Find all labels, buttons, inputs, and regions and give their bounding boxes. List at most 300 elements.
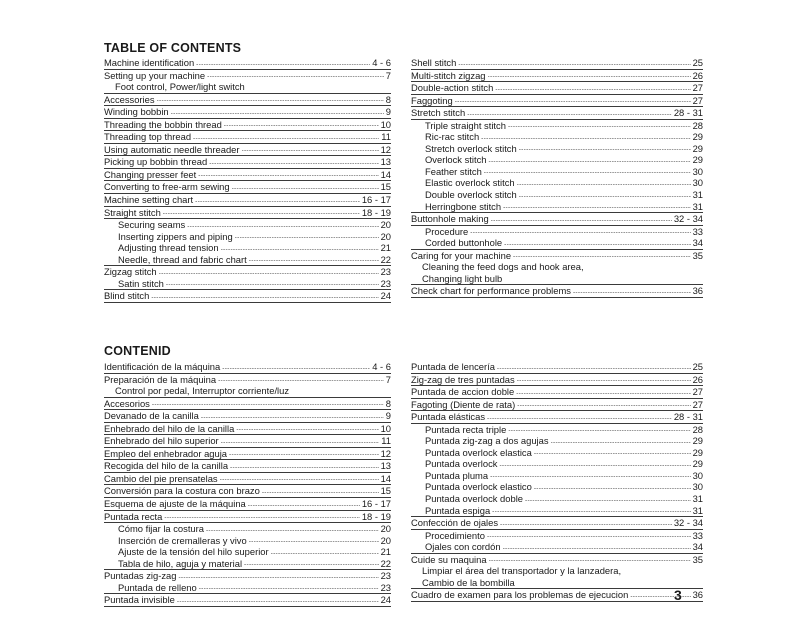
toc-entry-title: Puntada elásticas	[411, 411, 486, 423]
toc-entry	[411, 237, 703, 250]
toc-entry-title: Inserción de cremalleras y vivo	[118, 534, 247, 546]
toc-entry-page: 30	[692, 469, 703, 481]
toc-entry-title: Conversión para la costura con brazo	[104, 485, 260, 497]
toc-entry	[411, 565, 703, 577]
toc-entry-title: Puntada espiga	[425, 504, 491, 516]
toc-entry-title: Converting to free-arm sewing	[104, 181, 230, 193]
dot-leader	[249, 256, 379, 265]
dot-leader	[244, 560, 379, 569]
toc-entry-title: Empleo del enhebrador aguja	[104, 447, 228, 459]
toc-entry-page: 35	[692, 249, 703, 261]
dot-leader	[508, 122, 691, 131]
toc-entry-title: Puntada overlock elastica	[425, 446, 532, 458]
toc-entry-title: Threading the bobbin thread	[104, 118, 222, 130]
toc-entry	[104, 485, 391, 498]
dot-leader	[487, 532, 691, 541]
toc-entry	[411, 107, 703, 120]
dot-leader	[224, 121, 379, 130]
toc-entry	[411, 470, 703, 482]
toc-entry-page: 8	[385, 93, 391, 105]
toc-entry	[104, 81, 391, 94]
toc-entry	[104, 448, 391, 461]
toc-entry	[104, 385, 391, 398]
dot-leader	[221, 438, 380, 447]
dot-leader	[491, 216, 672, 225]
toc-entry-page: 7	[385, 69, 391, 81]
toc-entry-page: 31	[692, 493, 703, 505]
toc-entry-page: 36	[692, 589, 703, 601]
toc-entry-title: Check chart for performance problems	[411, 285, 571, 297]
toc-entry-title: Preparación de la máquina	[104, 373, 217, 385]
dot-leader	[534, 449, 691, 458]
toc-entry-page: 36	[692, 285, 703, 297]
toc-entry-title: Ric-rac stitch	[425, 131, 480, 143]
toc-entry-page: 23	[380, 277, 391, 289]
dot-leader	[508, 426, 690, 435]
dot-leader	[206, 526, 379, 535]
toc-entry	[411, 143, 703, 155]
toc-entry-page: 23	[380, 581, 391, 593]
toc-entry-page: 33	[692, 225, 703, 237]
toc-entry-page: 21	[380, 242, 391, 254]
toc-list-spanish-left	[104, 361, 391, 607]
toc-entry	[104, 131, 391, 144]
toc-entry-page: 15	[380, 181, 391, 193]
toc-entry	[104, 254, 391, 267]
toc-entry-page: 29	[692, 446, 703, 458]
toc-entry	[104, 594, 391, 607]
dot-leader	[235, 233, 379, 242]
toc-entry	[411, 554, 703, 566]
dot-leader	[193, 134, 379, 143]
toc-entry-title: Cleaning the feed dogs and hook area,	[422, 261, 584, 273]
toc-entry-title: Cambio de la bombilla	[422, 576, 515, 588]
dot-leader	[151, 293, 378, 302]
dot-leader	[519, 192, 691, 201]
toc-entry	[411, 285, 703, 298]
toc-entry-title: Faggoting	[411, 94, 453, 106]
dot-leader	[232, 184, 379, 193]
toc-entry-title: Recogida del hilo de la canilla	[104, 460, 229, 472]
toc-entry-title: Puntada overlock	[425, 458, 498, 470]
toc-entry	[411, 57, 703, 70]
dot-leader	[171, 109, 384, 118]
toc-entry-page: 34	[692, 541, 703, 553]
toc-entry-page: 16 - 17	[361, 194, 391, 206]
toc-entry-title: Puntada recta triple	[425, 423, 507, 435]
toc-entry-title: Picking up bobbin thread	[104, 156, 208, 168]
toc-entry-title: Machine identification	[104, 57, 195, 68]
toc-entry	[104, 207, 391, 220]
toc-entry-title: Puntada pluma	[425, 469, 489, 481]
dot-leader	[166, 280, 379, 289]
toc-entry-page: 20	[380, 523, 391, 535]
toc-entry-page: 8	[385, 397, 391, 409]
toc-entry-page: 28	[692, 119, 703, 131]
toc-entry	[411, 399, 703, 412]
toc-entry	[411, 189, 703, 201]
toc-entry-title: Multi-stitch zigzag	[411, 69, 486, 81]
toc-entry-title: Blind stitch	[104, 290, 150, 302]
toc-entry	[411, 131, 703, 143]
toc-entry	[104, 219, 391, 231]
toc-entry	[411, 577, 703, 590]
toc-entry-title: Confección de ojales	[411, 517, 499, 529]
dot-leader	[481, 134, 690, 143]
toc-entry	[411, 166, 703, 178]
toc-entry-page: 13	[380, 156, 391, 168]
toc-entry-page: 9	[385, 410, 391, 422]
toc-entry	[411, 261, 703, 273]
toc-entry-title: Triple straight stitch	[425, 119, 506, 131]
toc-entry	[411, 541, 703, 554]
toc-entry	[411, 493, 703, 505]
toc-entry-page: 24	[380, 594, 391, 606]
toc-entry-page: 33	[692, 529, 703, 541]
dot-leader	[152, 400, 384, 409]
toc-entry-title: Puntada de lencería	[411, 361, 495, 372]
toc-entry-page: 14	[380, 168, 391, 180]
dot-leader	[221, 245, 379, 254]
dot-leader	[455, 97, 691, 106]
dot-leader	[207, 72, 384, 81]
toc-entry	[104, 361, 391, 374]
dot-leader	[470, 228, 690, 237]
dot-leader	[516, 389, 690, 398]
toc-entry	[104, 460, 391, 473]
toc-entry-page: 31	[692, 189, 703, 201]
dot-leader	[534, 484, 691, 493]
dot-leader	[195, 197, 360, 206]
toc-entry-title: Winding bobbin	[104, 106, 169, 118]
toc-entry	[104, 119, 391, 132]
toc-entry	[104, 582, 391, 595]
dot-leader	[222, 364, 370, 373]
toc-entry-page: 31	[692, 504, 703, 516]
toc-entry-page: 20	[380, 230, 391, 242]
toc-entry-title: Stretch overlock stitch	[425, 142, 517, 154]
toc-entry-title: Procedimiento	[425, 529, 485, 541]
toc-entry	[104, 57, 391, 70]
toc-entry	[104, 435, 391, 448]
dot-leader	[499, 461, 690, 470]
toc-entry-page: 12	[380, 447, 391, 459]
toc-entry	[104, 535, 391, 547]
toc-entry	[411, 411, 703, 424]
toc-entry	[104, 374, 391, 386]
dot-leader	[487, 414, 672, 423]
toc-entry	[104, 70, 391, 82]
toc-entry	[411, 201, 703, 214]
dot-leader	[236, 425, 378, 434]
toc-entry-title: Threading top thread	[104, 131, 192, 143]
dot-leader	[209, 159, 378, 168]
toc-entry-title: Using automatic needle threader	[104, 143, 240, 155]
toc-entry-page: 29	[692, 142, 703, 154]
toc-entry	[411, 386, 703, 399]
toc-entry-title: Procedure	[425, 225, 469, 237]
toc-entry-title: Double overlock stitch	[425, 189, 517, 201]
dot-leader	[458, 60, 690, 69]
toc-entry-title: Puntada zig-zag a dos agujas	[425, 435, 549, 447]
toc-entry-title: Machine setting chart	[104, 194, 194, 206]
toc-entry-title: Enhebrado del hilo de la canilla	[104, 422, 235, 434]
dot-leader	[519, 145, 691, 154]
toc-entry	[104, 181, 391, 194]
toc-entry	[104, 144, 391, 157]
dot-leader	[517, 376, 691, 385]
toc-entry-page: 34	[692, 237, 703, 249]
toc-entry	[411, 250, 703, 262]
toc-entry	[104, 511, 391, 524]
dot-leader	[199, 584, 379, 593]
toc-entry	[411, 273, 703, 286]
toc-entry-title: Enhebrado del hilo superior	[104, 435, 219, 447]
toc-entry-title: Limpiar el área del transportador y la lanzadera,	[422, 565, 622, 577]
dot-leader	[525, 496, 691, 505]
dot-leader	[573, 288, 691, 297]
toc-entry-title: Overlock stitch	[425, 154, 487, 166]
toc-entry-title: Changing presser feet	[104, 168, 197, 180]
toc-entry-title: Esquema de ajuste de la máquina	[104, 498, 246, 510]
toc-entry-title: Puntada invisible	[104, 594, 175, 606]
dot-leader	[504, 240, 690, 249]
toc-entry-title: Devanado de la canilla	[104, 410, 199, 422]
toc-entry	[104, 242, 391, 254]
dot-leader	[230, 463, 379, 472]
toc-entry-title: Puntada de accion doble	[411, 386, 515, 398]
toc-list-spanish-right	[411, 361, 703, 602]
toc-entry-page: 9	[385, 106, 391, 118]
toc-entry-page: 30	[692, 177, 703, 189]
dot-leader	[201, 413, 384, 422]
toc-entry	[411, 458, 703, 470]
dot-leader	[488, 72, 691, 81]
dot-leader	[503, 203, 690, 212]
toc-entry	[411, 530, 703, 542]
dot-leader	[513, 252, 691, 261]
toc-entry-title: Puntada de relleno	[118, 581, 197, 593]
dot-leader	[196, 60, 370, 69]
toc-entry	[411, 589, 703, 602]
toc-entry	[104, 523, 391, 535]
toc-entry-page: 24	[380, 290, 391, 302]
dot-leader	[503, 544, 691, 553]
toc-entry-page: 30	[692, 165, 703, 177]
toc-entry-page: 26	[692, 373, 703, 385]
toc-entry-page: 30	[692, 481, 703, 493]
toc-entry	[104, 410, 391, 423]
toc-entry-page: 28 - 31	[673, 107, 703, 119]
toc-entry-title: Straight stitch	[104, 206, 161, 218]
dot-leader	[177, 597, 379, 606]
toc-entry-title: Puntada overlock elastico	[425, 481, 532, 493]
toc-entry	[104, 94, 391, 107]
toc-entry-page: 14	[380, 472, 391, 484]
toc-entry-title: Caring for your machine	[411, 249, 512, 261]
toc-entry-title: Cuadro de examen para los problemas de ejecucion	[411, 589, 629, 601]
toc-entry-page: 32 - 34	[673, 517, 703, 529]
toc-entry-page: 20	[380, 534, 391, 546]
toc-entry-page: 4 - 6	[372, 57, 391, 68]
toc-entry-title: Elastic overlock stitch	[425, 177, 515, 189]
toc-entry-title: Cuide su maquina	[411, 553, 487, 565]
toc-entry-page: 22	[380, 253, 391, 265]
toc-entry-page: 29	[692, 458, 703, 470]
toc-entry	[411, 517, 703, 530]
toc-entry-title: Ajuste de la tensión del hilo superior	[118, 546, 269, 558]
dot-leader	[164, 513, 359, 522]
toc-list-english-right	[411, 57, 703, 298]
toc-entry-title: Feather stitch	[425, 165, 482, 177]
dot-leader	[489, 556, 691, 565]
toc-entry	[104, 290, 391, 303]
dot-leader	[488, 157, 690, 166]
toc-entry-title: Accesorios	[104, 397, 150, 409]
dot-leader	[492, 507, 690, 516]
dot-leader	[229, 450, 379, 459]
toc-entry	[104, 231, 391, 243]
toc-entry-page: 11	[381, 435, 391, 447]
toc-entry	[104, 398, 391, 411]
toc-entry-page: 10	[380, 422, 391, 434]
toc-entry-title: Foot control, Power/light switch	[115, 81, 245, 93]
toc-entry-page: 4 - 6	[372, 361, 391, 372]
dot-leader	[500, 520, 672, 529]
dot-leader	[218, 376, 384, 385]
toc-entry-page: 29	[692, 154, 703, 166]
toc-entry	[104, 156, 391, 169]
dot-leader	[187, 222, 378, 231]
toc-entry-page: 13	[380, 460, 391, 472]
toc-entry-title: Shell stitch	[411, 57, 457, 68]
toc-entry-title: Inserting zippers and piping	[118, 230, 233, 242]
toc-entry-title: Fagoting (Diente de rata)	[411, 398, 516, 410]
dot-leader	[248, 501, 360, 510]
toc-heading-spanish: CONTENID	[104, 344, 171, 358]
toc-entry	[411, 226, 703, 238]
toc-entry-title: Zig-zag de tres puntadas	[411, 373, 515, 385]
toc-entry-page: 18 - 19	[361, 510, 391, 522]
toc-entry	[104, 194, 391, 207]
dot-leader	[271, 549, 379, 558]
dot-leader	[484, 168, 691, 177]
toc-entry	[104, 558, 391, 571]
toc-entry-title: Zigzag stitch	[104, 266, 157, 278]
toc-entry	[104, 498, 391, 511]
dot-leader	[467, 110, 672, 119]
toc-entry	[104, 266, 391, 278]
toc-entry-title: Stretch stitch	[411, 107, 466, 119]
toc-entry-page: 10	[380, 118, 391, 130]
toc-entry	[104, 546, 391, 558]
toc-entry	[411, 213, 703, 226]
toc-heading-english: TABLE OF CONTENTS	[104, 41, 242, 55]
dot-leader	[242, 146, 379, 155]
toc-entry-title: Setting up your machine	[104, 69, 206, 81]
toc-entry	[104, 473, 391, 486]
toc-entry-title: Tabla de hilo, aguja y material	[118, 557, 243, 569]
toc-entry	[411, 177, 703, 189]
toc-entry	[104, 169, 391, 182]
dot-leader	[220, 475, 379, 484]
toc-entry	[411, 447, 703, 459]
toc-entry-title: Accessories	[104, 93, 155, 105]
toc-entry-page: 31	[692, 200, 703, 212]
toc-entry	[104, 278, 391, 291]
dot-leader	[159, 269, 379, 278]
dot-leader	[262, 488, 379, 497]
dot-leader	[163, 209, 360, 218]
toc-entry-page: 26	[692, 69, 703, 81]
toc-entry-title: Herringbone stitch	[425, 200, 502, 212]
toc-entry-title: Cambio del pie prensatelas	[104, 472, 218, 484]
toc-entry-title: Changing light bulb	[422, 272, 503, 284]
toc-entry-page: 32 - 34	[673, 213, 703, 225]
toc-entry-page: 15	[380, 485, 391, 497]
toc-entry-title: Puntada overlock doble	[425, 493, 523, 505]
toc-entry-page: 27	[692, 82, 703, 94]
toc-entry-page: 29	[692, 131, 703, 143]
toc-entry	[411, 481, 703, 493]
toc-entry-page: 12	[380, 143, 391, 155]
toc-entry-page: 27	[692, 94, 703, 106]
toc-entry	[411, 82, 703, 95]
toc-entry	[411, 70, 703, 83]
dot-leader	[198, 171, 378, 180]
dot-leader	[497, 364, 691, 373]
toc-entry-page: 35	[692, 553, 703, 565]
toc-entry-title: Puntada recta	[104, 510, 163, 522]
toc-entry-title: Control por pedal, Interruptor corriente/luz	[115, 385, 290, 397]
toc-entry	[411, 95, 703, 108]
toc-entry	[411, 154, 703, 166]
toc-entry-title: Identificación de la máquina	[104, 361, 221, 372]
toc-entry-page: 25	[692, 57, 703, 68]
page-number: 3	[674, 587, 682, 603]
toc-entry-title: Needle, thread and fabric chart	[118, 253, 247, 265]
toc-entry-title: Cómo fijar la costura	[118, 523, 204, 535]
toc-entry	[104, 423, 391, 436]
toc-entry-page: 22	[380, 557, 391, 569]
toc-entry-page: 27	[692, 398, 703, 410]
toc-entry-page: 23	[380, 266, 391, 278]
toc-entry	[411, 435, 703, 447]
toc-entry-title: Double-action stitch	[411, 82, 494, 94]
toc-entry-title: Ojales con cordón	[425, 541, 501, 553]
dot-leader	[178, 573, 378, 582]
toc-entry-page: 28 - 31	[673, 411, 703, 423]
toc-entry-page: 7	[385, 373, 391, 385]
toc-entry-page: 16 - 17	[361, 498, 391, 510]
toc-entry-title: Buttonhole making	[411, 213, 489, 225]
toc-entry	[104, 570, 391, 582]
toc-entry-page: 27	[692, 386, 703, 398]
dot-leader	[249, 537, 379, 546]
toc-entry	[104, 106, 391, 119]
toc-entry-title: Securing seams	[118, 219, 186, 231]
dot-leader	[517, 180, 691, 189]
dot-leader	[157, 96, 384, 105]
toc-entry-title: Puntadas zig-zag	[104, 570, 177, 582]
toc-entry	[411, 361, 703, 374]
toc-entry-page: 28	[692, 423, 703, 435]
dot-leader	[495, 85, 690, 94]
toc-entry-title: Adjusting thread tension	[118, 242, 219, 254]
dot-leader	[517, 401, 690, 410]
toc-entry-title: Satin stitch	[118, 277, 164, 289]
toc-entry-page: 23	[380, 570, 391, 582]
